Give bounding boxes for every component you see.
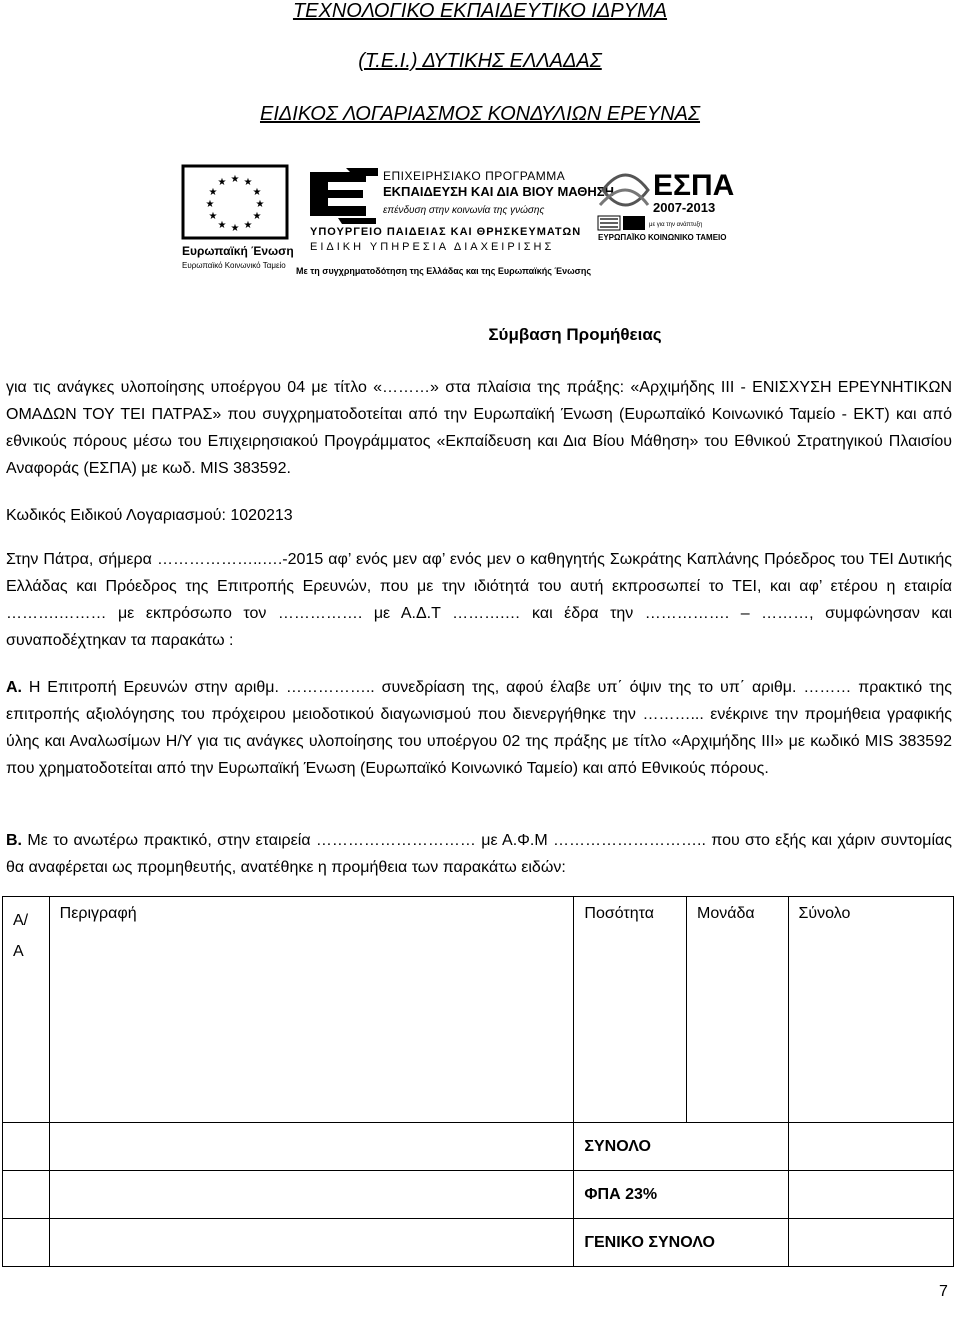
table-cell (49, 1123, 574, 1171)
account-code: Κωδικός Ειδικού Λογαριασμού: 1020213 (6, 507, 293, 524)
section-b-text: Με το ανωτέρω πρακτικό, στην εταιρεία ………………………… με Α.Φ.Μ ……………………….. που στο εξής και χάριν συντομίας θα αναφέρεται ως προμηθευτής, ανατέθηκε η προμήθεια των παρακάτω ειδών: (6, 832, 952, 876)
table-row (3, 1123, 954, 1171)
programme-slogan: επένδυση στην κοινωνία της γνώσης (383, 205, 545, 216)
ministry-name: ΥΠΟΥΡΓΕΙΟ ΠΑΙΔΕΙΑΣ ΚΑΙ ΘΡΗΣΚΕΥΜΑΤΩΝ (310, 226, 582, 238)
table-cell (49, 1219, 574, 1267)
cofinance-note: Με τη συγχρηματοδότηση της Ελλάδας και της Ευρωπαϊκής Ένωσης (296, 266, 592, 276)
document-title: Σύμβαση Προμήθειας (488, 325, 662, 344)
svg-text:★: ★ (217, 177, 227, 188)
table-row (3, 1219, 954, 1267)
grand-total-label: ΓΕΝΙΚΟ ΣΥΝΟΛΟ (574, 1219, 788, 1267)
svg-text:★: ★ (252, 187, 262, 198)
svg-text:★: ★ (208, 211, 218, 222)
col-unit-header: Μονάδα (687, 897, 788, 1123)
items-table (2, 896, 954, 1267)
espa-logo (598, 169, 734, 242)
table-cell (3, 1123, 50, 1171)
programme-line2: ΕΚΠΑΙΔΕΥΣΗ ΚΑΙ ΔΙΑ ΒΙΟΥ ΜΑΘΗΣΗ (383, 184, 614, 199)
espa-title: ΕΣΠΑ (653, 169, 735, 202)
svg-text:★: ★ (208, 187, 218, 198)
svg-text:★: ★ (230, 174, 240, 185)
funding-logos (178, 160, 778, 280)
col-quantity-header: Ποσότητα (574, 897, 687, 1123)
section-a-label: Α. (6, 679, 22, 696)
table-cell (49, 1171, 574, 1219)
svg-text:★: ★ (243, 177, 253, 188)
eu-flag-logo (182, 166, 294, 270)
institution-region: (Τ.Ε.Ι.) ΔΥΤΙΚΗΣ ΕΛΛΑΔΑΣ (358, 50, 602, 72)
table-header-row (3, 897, 954, 1123)
espa-years: 2007-2013 (653, 200, 716, 215)
grand-total-value (788, 1219, 953, 1267)
table-cell (3, 1171, 50, 1219)
svg-text:★: ★ (205, 199, 215, 210)
page-number: 7 (939, 1283, 948, 1300)
col-description-header: Περιγραφή (49, 897, 574, 1123)
eu-fund: Ευρωπαϊκό Κοινωνικό Ταμείο (182, 261, 286, 270)
funding-logos-svg (178, 160, 778, 280)
col-total-header: Σύνολο (788, 897, 953, 1123)
espa-slogan: με για την ανάπτυξη (649, 222, 703, 228)
programme-line1: ΕΠΙΧΕΙΡΗΣΙΑΚΟ ΠΡΟΓΡΑΜΜΑ (383, 169, 566, 183)
section-b-paragraph (6, 827, 952, 881)
institution-name: ΤΕΧΝΟΛΟΓΙΚΟ ΕΚΠΑΙΔΕΥΤΙΚΟ ΙΔΡΥΜΑ (292, 0, 668, 22)
espa-fund: ΕΥΡΩΠΑΪΚΟ ΚΟΙΝΩΝΙΚΟ ΤΑΜΕΙΟ (598, 233, 727, 242)
svg-text:★: ★ (243, 220, 253, 231)
parties-paragraph: Στην Πάτρα, σήμερα ………………..….-2015 αφ’ ενός μεν αφ’ ενός μεν ο καθηγητής Σωκράτης Καπλάνης Πρόεδρος του ΤΕΙ Δυτικής Ελλάδας και Πρόεδρος της Επιτροπής Ερευνών, που με την ιδιότητά του αυτή εκπροσωπεί το ΤΕΙ, και αφ’ ετέρου η εταιρία ……….……… με εκπρόσωπο τον ……………. με Α.Δ.Τ ……….… και έδρα την ……………. – ………, συμφώνησαν και συναποδέχτηκαν τα παρακάτω : (6, 551, 952, 649)
total-label: ΣΥΝΟΛΟ (574, 1123, 788, 1171)
col-aa-header: Α/Α (3, 897, 50, 1123)
section-a-paragraph (6, 674, 952, 782)
svg-text:★: ★ (255, 199, 265, 210)
section-a-text: Η Επιτροπή Ερευνών στην αριθμ. …………….. συνεδρίαση της, αφού έλαβε υπ΄ όψιν της το υπ΄ αριθμ. ……… πρακτικό της επιτροπής αξιολόγησης του πρόχειρου μειοδοτικού διαγωνισμού που διενεργήθηκε την ………... ενέκρινε την προμήθεια γραφικής ύλης και Αναλωσίμων Η/Υ για τις ανάγκες υλοποίησης του υποέργου 02 της πράξης με τίτλο «Αρχιμήδης ΙΙΙ» με κωδικό MIS 383592 που χρηματοδοτείται από την Ευρωπαϊκή Ένωση (Ευρωπαϊκό Κοινωνικό Ταμείο) και από Εθνικούς πόρους. (6, 679, 952, 777)
table-cell (3, 1219, 50, 1267)
eu-name: Ευρωπαϊκή Ένωση (182, 244, 294, 258)
table-row (3, 1171, 954, 1219)
account-name: ΕΙΔΙΚΟΣ ΛΟΓΑΡΙΑΣΜΟΣ ΚΟΝΔΥΛΙΩΝ ΕΡΕΥΝΑΣ (259, 103, 701, 125)
section-b-label: Β. (6, 832, 22, 849)
total-value (788, 1123, 953, 1171)
programme-logo (296, 168, 614, 276)
svg-text:★: ★ (252, 211, 262, 222)
svg-text:★: ★ (217, 220, 227, 231)
agency-name: ΕΙΔΙΚΗ ΥΠΗΡΕΣΙΑ ΔΙΑΧΕΙΡΙΣΗΣ (310, 241, 555, 253)
intro-paragraph: για τις ανάγκες υλοποίησης υποέργου 04 με τίτλο «………» στα πλαίσια της πράξης: «Αρχιμήδης ΙΙΙ - ΕΝΙΣΧΥΣΗ ΕΡΕΥΝΗΤΙΚΩΝ ΟΜΑΔΩΝ ΤΟΥ ΤΕΙ ΠΑΤΡΑΣ» που συγχρηματοδοτείται από την Ευρωπαϊκή Ένωση (Ευρωπαϊκό Κοινωνικό Ταμείο - ΕΚΤ) και από εθνικούς πόρους μέσω του Επιχειρησιακού Προγράμματος «Εκπαίδευση και Δια Βίου Μάθηση» του Εθνικού Στρατηγικού Πλαισίου Αναφοράς (ΕΣΠΑ) με κωδ. MIS 383592. (6, 379, 952, 477)
vat-value (788, 1171, 953, 1219)
svg-text:★: ★ (230, 223, 240, 234)
vat-label: ΦΠΑ 23% (574, 1171, 788, 1219)
